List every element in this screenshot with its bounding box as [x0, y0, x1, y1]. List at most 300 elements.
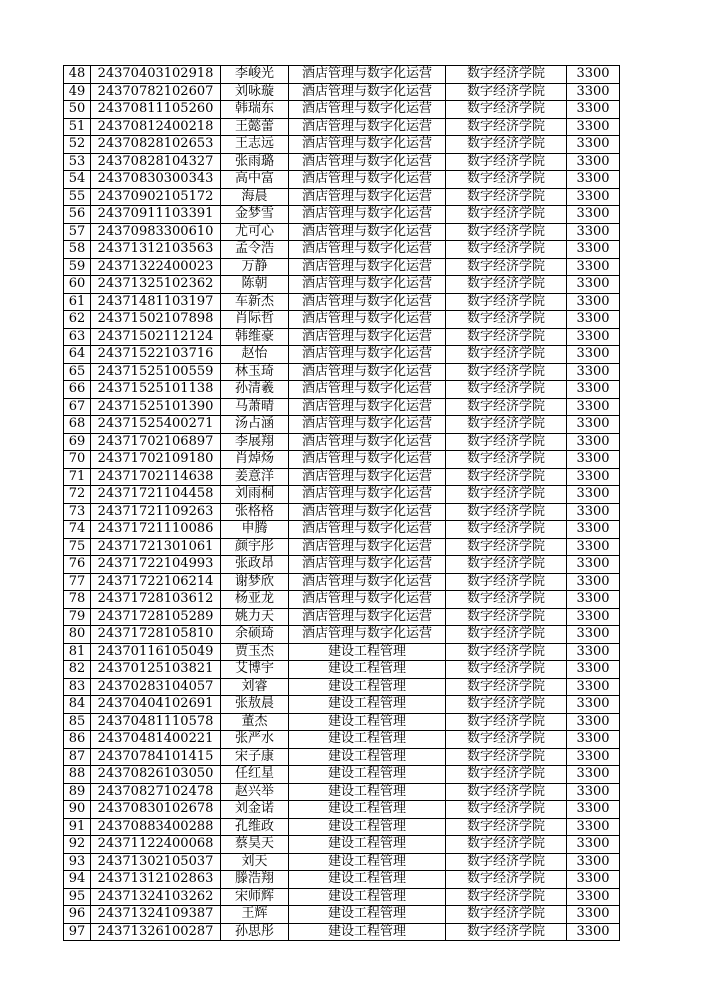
- exam-number-cell: 24371525101138: [91, 381, 221, 399]
- row-number-cell: 83: [64, 678, 91, 696]
- major-cell: 酒店管理与数字化运营: [289, 591, 446, 609]
- fee-cell: 3300: [567, 783, 620, 801]
- major-cell: 建设工程管理: [289, 643, 446, 661]
- exam-number-cell: 24370826103050: [91, 766, 221, 784]
- table-row: [64, 468, 620, 486]
- college-cell: 数字经济学院: [446, 678, 567, 696]
- row-number-cell: 65: [64, 363, 91, 381]
- student-name-cell: 张雨璐: [221, 153, 289, 171]
- major-cell: 酒店管理与数字化运营: [289, 398, 446, 416]
- row-number-cell: 57: [64, 223, 91, 241]
- row-number-cell: 69: [64, 433, 91, 451]
- major-cell: 酒店管理与数字化运营: [289, 363, 446, 381]
- student-name-cell: 谢梦欣: [221, 573, 289, 591]
- college-cell: 数字经济学院: [446, 381, 567, 399]
- row-number-cell: 90: [64, 801, 91, 819]
- fee-cell: 3300: [567, 521, 620, 539]
- table-row: [64, 836, 620, 854]
- row-number-cell: 48: [64, 66, 91, 84]
- college-cell: 数字经济学院: [446, 888, 567, 906]
- fee-cell: 3300: [567, 171, 620, 189]
- student-name-cell: 颜宇彤: [221, 538, 289, 556]
- college-cell: 数字经济学院: [446, 783, 567, 801]
- college-cell: 数字经济学院: [446, 853, 567, 871]
- student-name-cell: 刘咏璇: [221, 83, 289, 101]
- row-number-cell: 95: [64, 888, 91, 906]
- exam-number-cell: 24371312103563: [91, 241, 221, 259]
- exam-number-cell: 24370827102478: [91, 783, 221, 801]
- major-cell: 酒店管理与数字化运营: [289, 241, 446, 259]
- exam-number-cell: 24371502107898: [91, 311, 221, 329]
- college-cell: 数字经济学院: [446, 206, 567, 224]
- row-number-cell: 50: [64, 101, 91, 119]
- fee-cell: 3300: [567, 573, 620, 591]
- student-name-cell: 孙清羲: [221, 381, 289, 399]
- table-row: [64, 223, 620, 241]
- student-name-cell: 李峻光: [221, 66, 289, 84]
- major-cell: 酒店管理与数字化运营: [289, 118, 446, 136]
- fee-cell: 3300: [567, 66, 620, 84]
- college-cell: 数字经济学院: [446, 591, 567, 609]
- college-cell: 数字经济学院: [446, 136, 567, 154]
- table-row: [64, 258, 620, 276]
- fee-cell: 3300: [567, 328, 620, 346]
- exam-number-cell: 24370403102918: [91, 66, 221, 84]
- table-row: [64, 923, 620, 941]
- student-name-cell: 刘睿: [221, 678, 289, 696]
- table-row: [64, 66, 620, 84]
- table-row: [64, 783, 620, 801]
- row-number-cell: 77: [64, 573, 91, 591]
- row-number-cell: 49: [64, 83, 91, 101]
- exam-number-cell: 24370812400218: [91, 118, 221, 136]
- fee-cell: 3300: [567, 696, 620, 714]
- major-cell: 酒店管理与数字化运营: [289, 381, 446, 399]
- major-cell: 酒店管理与数字化运营: [289, 538, 446, 556]
- row-number-cell: 81: [64, 643, 91, 661]
- student-name-cell: 刘天: [221, 853, 289, 871]
- college-cell: 数字经济学院: [446, 486, 567, 504]
- fee-cell: 3300: [567, 363, 620, 381]
- student-name-cell: 王懿蕾: [221, 118, 289, 136]
- college-cell: 数字经济学院: [446, 83, 567, 101]
- student-name-cell: 张政昂: [221, 556, 289, 574]
- table-row: [64, 276, 620, 294]
- fee-cell: 3300: [567, 486, 620, 504]
- student-name-cell: 肖焯炀: [221, 451, 289, 469]
- table-row: [64, 573, 620, 591]
- student-name-cell: 韩维豪: [221, 328, 289, 346]
- college-cell: 数字经济学院: [446, 258, 567, 276]
- row-number-cell: 56: [64, 206, 91, 224]
- student-name-cell: 李展翔: [221, 433, 289, 451]
- student-name-cell: 贾玉杰: [221, 643, 289, 661]
- fee-cell: 3300: [567, 311, 620, 329]
- exam-number-cell: 24370784101415: [91, 748, 221, 766]
- college-cell: 数字经济学院: [446, 766, 567, 784]
- table-row: [64, 661, 620, 679]
- fee-cell: 3300: [567, 503, 620, 521]
- fee-cell: 3300: [567, 118, 620, 136]
- row-number-cell: 93: [64, 853, 91, 871]
- college-cell: 数字经济学院: [446, 363, 567, 381]
- student-name-cell: 张敖晨: [221, 696, 289, 714]
- fee-cell: 3300: [567, 871, 620, 889]
- fee-cell: 3300: [567, 223, 620, 241]
- student-name-cell: 任红星: [221, 766, 289, 784]
- student-name-cell: 赵怡: [221, 346, 289, 364]
- college-cell: 数字经济学院: [446, 643, 567, 661]
- fee-cell: 3300: [567, 346, 620, 364]
- college-cell: 数字经济学院: [446, 223, 567, 241]
- exam-number-cell: 24371525101390: [91, 398, 221, 416]
- table-row: [64, 608, 620, 626]
- college-cell: 数字经济学院: [446, 311, 567, 329]
- exam-number-cell: 24370828102653: [91, 136, 221, 154]
- row-number-cell: 68: [64, 416, 91, 434]
- row-number-cell: 88: [64, 766, 91, 784]
- table-row: [64, 328, 620, 346]
- major-cell: 建设工程管理: [289, 888, 446, 906]
- major-cell: 酒店管理与数字化运营: [289, 416, 446, 434]
- student-name-cell: 海晨: [221, 188, 289, 206]
- table-row: [64, 678, 620, 696]
- table-row: [64, 766, 620, 784]
- row-number-cell: 55: [64, 188, 91, 206]
- student-name-cell: 王志远: [221, 136, 289, 154]
- exam-number-cell: 24371322400023: [91, 258, 221, 276]
- table-row: [64, 188, 620, 206]
- row-number-cell: 97: [64, 923, 91, 941]
- student-name-cell: 董杰: [221, 713, 289, 731]
- exam-number-cell: 24370283104057: [91, 678, 221, 696]
- table-row: [64, 801, 620, 819]
- row-number-cell: 79: [64, 608, 91, 626]
- student-fee-table: [63, 65, 620, 941]
- fee-cell: 3300: [567, 293, 620, 311]
- student-name-cell: 高中富: [221, 171, 289, 189]
- major-cell: 建设工程管理: [289, 661, 446, 679]
- student-name-cell: 肖际哲: [221, 311, 289, 329]
- exam-number-cell: 24371722106214: [91, 573, 221, 591]
- exam-number-cell: 24371722104993: [91, 556, 221, 574]
- exam-number-cell: 24370883400288: [91, 818, 221, 836]
- college-cell: 数字经济学院: [446, 538, 567, 556]
- college-cell: 数字经济学院: [446, 661, 567, 679]
- table-row: [64, 748, 620, 766]
- row-number-cell: 85: [64, 713, 91, 731]
- fee-cell: 3300: [567, 398, 620, 416]
- exam-number-cell: 24371721301061: [91, 538, 221, 556]
- exam-number-cell: 24371728103612: [91, 591, 221, 609]
- exam-number-cell: 24371502112124: [91, 328, 221, 346]
- college-cell: 数字经济学院: [446, 626, 567, 644]
- major-cell: 酒店管理与数字化运营: [289, 503, 446, 521]
- table-row: [64, 818, 620, 836]
- exam-number-cell: 24371525100559: [91, 363, 221, 381]
- row-number-cell: 67: [64, 398, 91, 416]
- table-row: [64, 311, 620, 329]
- major-cell: 酒店管理与数字化运营: [289, 346, 446, 364]
- table-row: [64, 101, 620, 119]
- exam-number-cell: 24371324103262: [91, 888, 221, 906]
- major-cell: 酒店管理与数字化运营: [289, 328, 446, 346]
- student-name-cell: 韩瑞东: [221, 101, 289, 119]
- exam-number-cell: 24370828104327: [91, 153, 221, 171]
- table-row: [64, 591, 620, 609]
- college-cell: 数字经济学院: [446, 871, 567, 889]
- college-cell: 数字经济学院: [446, 713, 567, 731]
- row-number-cell: 51: [64, 118, 91, 136]
- student-name-cell: 刘雨桐: [221, 486, 289, 504]
- exam-number-cell: 24370481400221: [91, 731, 221, 749]
- fee-cell: 3300: [567, 381, 620, 399]
- college-cell: 数字经济学院: [446, 521, 567, 539]
- fee-cell: 3300: [567, 136, 620, 154]
- row-number-cell: 72: [64, 486, 91, 504]
- table-row: [64, 416, 620, 434]
- major-cell: 酒店管理与数字化运营: [289, 276, 446, 294]
- row-number-cell: 59: [64, 258, 91, 276]
- table-row: [64, 486, 620, 504]
- table-row: [64, 293, 620, 311]
- student-name-cell: 姜意洋: [221, 468, 289, 486]
- major-cell: 酒店管理与数字化运营: [289, 451, 446, 469]
- exam-number-cell: 24370116105049: [91, 643, 221, 661]
- row-number-cell: 86: [64, 731, 91, 749]
- table-row: [64, 398, 620, 416]
- table-body: [64, 66, 620, 941]
- fee-cell: 3300: [567, 206, 620, 224]
- student-name-cell: 车新杰: [221, 293, 289, 311]
- row-number-cell: 78: [64, 591, 91, 609]
- fee-cell: 3300: [567, 643, 620, 661]
- exam-number-cell: 24370481110578: [91, 713, 221, 731]
- student-name-cell: 马萧晴: [221, 398, 289, 416]
- major-cell: 建设工程管理: [289, 906, 446, 924]
- fee-cell: 3300: [567, 888, 620, 906]
- row-number-cell: 91: [64, 818, 91, 836]
- exam-number-cell: 24371481103197: [91, 293, 221, 311]
- college-cell: 数字经济学院: [446, 416, 567, 434]
- fee-cell: 3300: [567, 258, 620, 276]
- major-cell: 建设工程管理: [289, 801, 446, 819]
- major-cell: 酒店管理与数字化运营: [289, 608, 446, 626]
- exam-number-cell: 24370830300343: [91, 171, 221, 189]
- exam-number-cell: 24370811105260: [91, 101, 221, 119]
- row-number-cell: 58: [64, 241, 91, 259]
- row-number-cell: 71: [64, 468, 91, 486]
- table-row: [64, 853, 620, 871]
- college-cell: 数字经济学院: [446, 608, 567, 626]
- exam-number-cell: 24371326100287: [91, 923, 221, 941]
- student-name-cell: 孙思彤: [221, 923, 289, 941]
- fee-cell: 3300: [567, 626, 620, 644]
- exam-number-cell: 24370830102678: [91, 801, 221, 819]
- exam-number-cell: 24370782102607: [91, 83, 221, 101]
- row-number-cell: 87: [64, 748, 91, 766]
- fee-cell: 3300: [567, 801, 620, 819]
- table-row: [64, 643, 620, 661]
- table-row: [64, 136, 620, 154]
- exam-number-cell: 24371721104458: [91, 486, 221, 504]
- fee-cell: 3300: [567, 853, 620, 871]
- table-row: [64, 118, 620, 136]
- table-row: [64, 626, 620, 644]
- college-cell: 数字经济学院: [446, 398, 567, 416]
- student-name-cell: 陈朝: [221, 276, 289, 294]
- major-cell: 酒店管理与数字化运营: [289, 188, 446, 206]
- row-number-cell: 54: [64, 171, 91, 189]
- major-cell: 酒店管理与数字化运营: [289, 556, 446, 574]
- major-cell: 酒店管理与数字化运营: [289, 101, 446, 119]
- fee-cell: 3300: [567, 713, 620, 731]
- fee-cell: 3300: [567, 83, 620, 101]
- fee-cell: 3300: [567, 591, 620, 609]
- college-cell: 数字经济学院: [446, 346, 567, 364]
- major-cell: 酒店管理与数字化运营: [289, 258, 446, 276]
- college-cell: 数字经济学院: [446, 731, 567, 749]
- major-cell: 建设工程管理: [289, 678, 446, 696]
- college-cell: 数字经济学院: [446, 836, 567, 854]
- fee-cell: 3300: [567, 101, 620, 119]
- fee-cell: 3300: [567, 678, 620, 696]
- major-cell: 酒店管理与数字化运营: [289, 311, 446, 329]
- table-row: [64, 153, 620, 171]
- row-number-cell: 64: [64, 346, 91, 364]
- student-name-cell: 蔡昊天: [221, 836, 289, 854]
- exam-number-cell: 24370902105172: [91, 188, 221, 206]
- row-number-cell: 92: [64, 836, 91, 854]
- fee-cell: 3300: [567, 836, 620, 854]
- student-name-cell: 宋师辉: [221, 888, 289, 906]
- student-name-cell: 尤可心: [221, 223, 289, 241]
- row-number-cell: 63: [64, 328, 91, 346]
- major-cell: 建设工程管理: [289, 713, 446, 731]
- row-number-cell: 96: [64, 906, 91, 924]
- student-name-cell: 林玉琦: [221, 363, 289, 381]
- table-row: [64, 381, 620, 399]
- row-number-cell: 52: [64, 136, 91, 154]
- major-cell: 酒店管理与数字化运营: [289, 153, 446, 171]
- fee-cell: 3300: [567, 153, 620, 171]
- college-cell: 数字经济学院: [446, 241, 567, 259]
- college-cell: 数字经济学院: [446, 101, 567, 119]
- major-cell: 建设工程管理: [289, 748, 446, 766]
- student-name-cell: 杨亚龙: [221, 591, 289, 609]
- college-cell: 数字经济学院: [446, 556, 567, 574]
- student-name-cell: 姚力天: [221, 608, 289, 626]
- exam-number-cell: 24370983300610: [91, 223, 221, 241]
- student-name-cell: 汤占涵: [221, 416, 289, 434]
- college-cell: 数字经济学院: [446, 818, 567, 836]
- student-name-cell: 孔维政: [221, 818, 289, 836]
- row-number-cell: 60: [64, 276, 91, 294]
- row-number-cell: 66: [64, 381, 91, 399]
- row-number-cell: 53: [64, 153, 91, 171]
- college-cell: 数字经济学院: [446, 328, 567, 346]
- major-cell: 酒店管理与数字化运营: [289, 206, 446, 224]
- college-cell: 数字经济学院: [446, 906, 567, 924]
- fee-cell: 3300: [567, 451, 620, 469]
- fee-cell: 3300: [567, 556, 620, 574]
- major-cell: 酒店管理与数字化运营: [289, 136, 446, 154]
- table-row: [64, 171, 620, 189]
- fee-cell: 3300: [567, 276, 620, 294]
- student-name-cell: 滕浩翔: [221, 871, 289, 889]
- student-name-cell: 万静: [221, 258, 289, 276]
- table-row: [64, 871, 620, 889]
- table-row: [64, 538, 620, 556]
- college-cell: 数字经济学院: [446, 748, 567, 766]
- fee-cell: 3300: [567, 468, 620, 486]
- row-number-cell: 89: [64, 783, 91, 801]
- exam-number-cell: 24371522103716: [91, 346, 221, 364]
- major-cell: 建设工程管理: [289, 871, 446, 889]
- major-cell: 酒店管理与数字化运营: [289, 66, 446, 84]
- college-cell: 数字经济学院: [446, 66, 567, 84]
- college-cell: 数字经济学院: [446, 171, 567, 189]
- student-name-cell: 艾博宇: [221, 661, 289, 679]
- table-row: [64, 503, 620, 521]
- table-row: [64, 433, 620, 451]
- college-cell: 数字经济学院: [446, 153, 567, 171]
- student-name-cell: 张格格: [221, 503, 289, 521]
- college-cell: 数字经济学院: [446, 276, 567, 294]
- table-row: [64, 906, 620, 924]
- fee-cell: 3300: [567, 433, 620, 451]
- exam-number-cell: 24370404102691: [91, 696, 221, 714]
- college-cell: 数字经济学院: [446, 801, 567, 819]
- exam-number-cell: 24371525400271: [91, 416, 221, 434]
- table-row: [64, 241, 620, 259]
- major-cell: 酒店管理与数字化运营: [289, 83, 446, 101]
- table-row: [64, 206, 620, 224]
- table-row: [64, 713, 620, 731]
- college-cell: 数字经济学院: [446, 293, 567, 311]
- exam-number-cell: 24371325102362: [91, 276, 221, 294]
- major-cell: 建设工程管理: [289, 766, 446, 784]
- major-cell: 酒店管理与数字化运营: [289, 293, 446, 311]
- college-cell: 数字经济学院: [446, 923, 567, 941]
- exam-number-cell: 24371702106897: [91, 433, 221, 451]
- major-cell: 酒店管理与数字化运营: [289, 171, 446, 189]
- exam-number-cell: 24371122400068: [91, 836, 221, 854]
- college-cell: 数字经济学院: [446, 503, 567, 521]
- major-cell: 酒店管理与数字化运营: [289, 521, 446, 539]
- fee-cell: 3300: [567, 748, 620, 766]
- student-name-cell: 宋子康: [221, 748, 289, 766]
- exam-number-cell: 24371721109263: [91, 503, 221, 521]
- major-cell: 建设工程管理: [289, 923, 446, 941]
- college-cell: 数字经济学院: [446, 451, 567, 469]
- table-row: [64, 521, 620, 539]
- exam-number-cell: 24371728105289: [91, 608, 221, 626]
- college-cell: 数字经济学院: [446, 468, 567, 486]
- exam-number-cell: 24371728105810: [91, 626, 221, 644]
- row-number-cell: 84: [64, 696, 91, 714]
- table-row: [64, 556, 620, 574]
- college-cell: 数字经济学院: [446, 118, 567, 136]
- college-cell: 数字经济学院: [446, 433, 567, 451]
- fee-cell: 3300: [567, 766, 620, 784]
- table-row: [64, 696, 620, 714]
- fee-cell: 3300: [567, 608, 620, 626]
- fee-cell: 3300: [567, 818, 620, 836]
- major-cell: 建设工程管理: [289, 818, 446, 836]
- exam-number-cell: 24370911103391: [91, 206, 221, 224]
- student-name-cell: 余硕琦: [221, 626, 289, 644]
